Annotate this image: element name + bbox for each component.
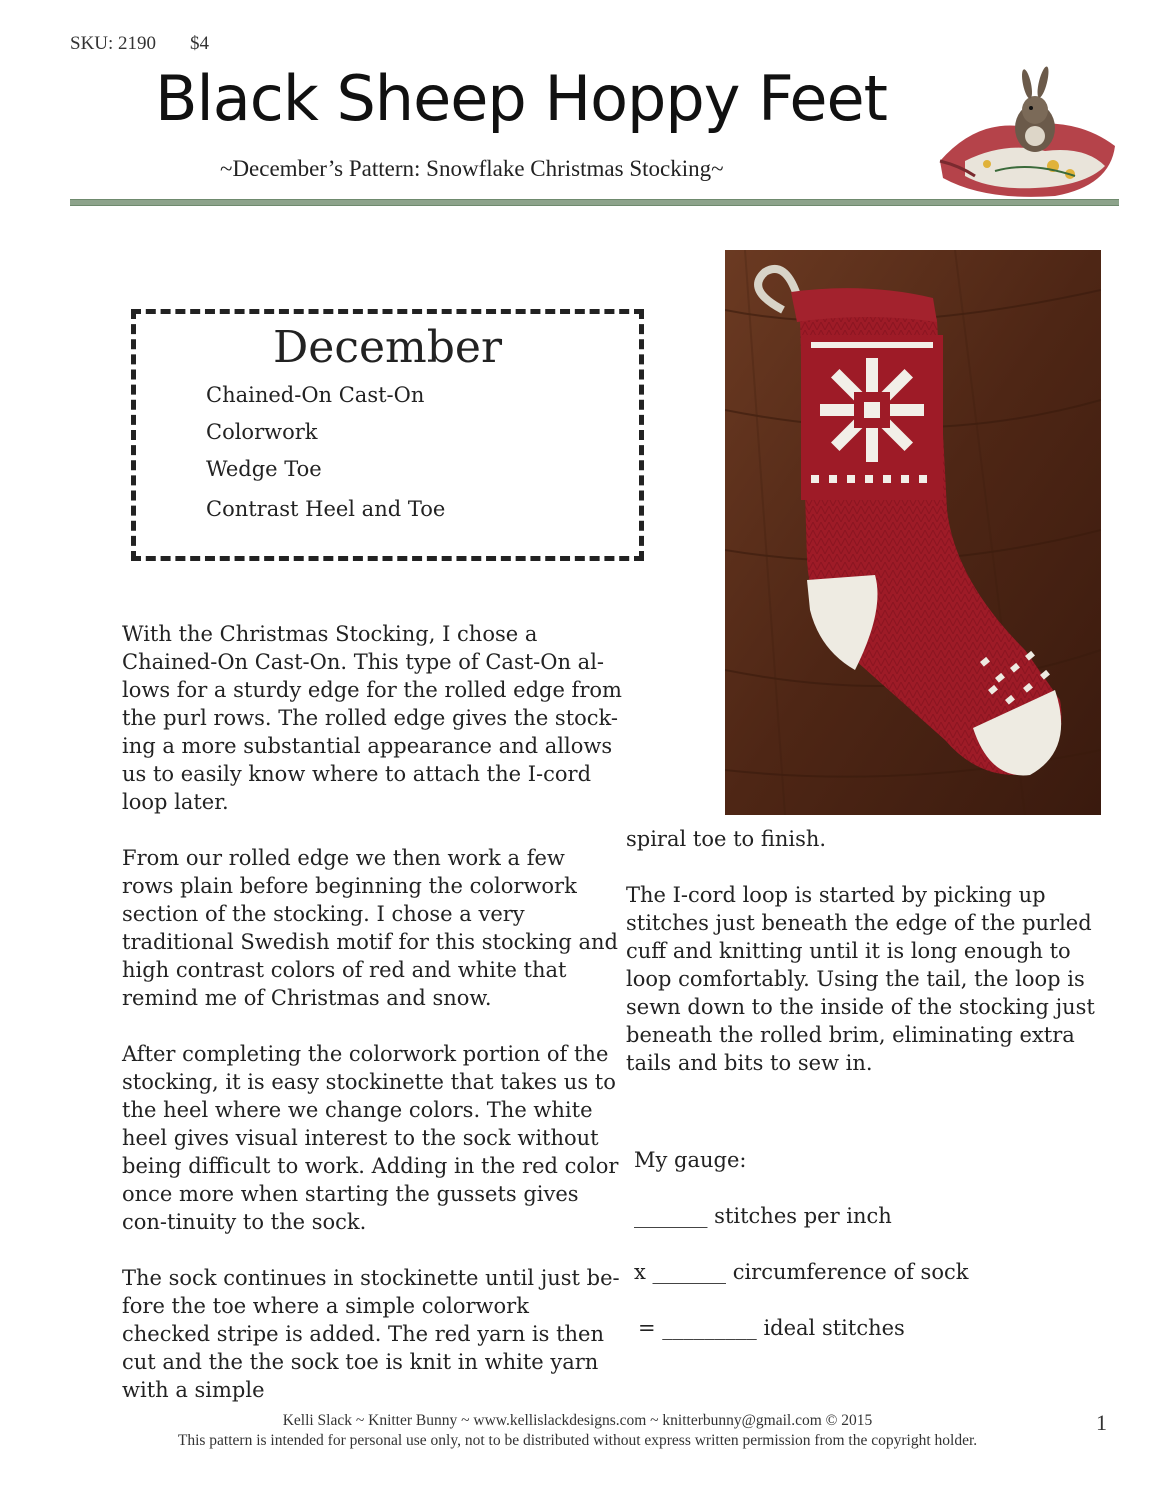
techniques-box	[131, 309, 644, 561]
sku-line	[70, 33, 209, 55]
footer	[0, 1411, 1155, 1451]
technique-item: Colorwork	[206, 420, 318, 444]
gauge-circumference-line: x _______ circumference of sock	[634, 1260, 969, 1284]
gauge-ideal-line: = _________ ideal stitches	[638, 1316, 905, 1340]
bunny-logo-image	[935, 66, 1120, 201]
paragraph: The sock continues in stockinette until just be-fore the toe where a simple colorwork checked stripe is added. The red yarn is then cut and the the sock toe is knit in white yarn with a simple	[122, 1266, 620, 1402]
sku-code: SKU: 2190	[70, 33, 157, 54]
footer-copyright-notice: This pattern is intended for personal use only, not to be distributed without express written permission from the copyright holder.	[177, 1432, 978, 1449]
header-divider	[70, 199, 1119, 206]
gauge-label: My gauge:	[634, 1148, 747, 1172]
page-title: Black Sheep Hoppy Feet	[155, 62, 887, 135]
stocking-photo	[725, 250, 1101, 815]
technique-item: Wedge Toe	[206, 457, 322, 481]
technique-item: Chained-On Cast-On	[206, 383, 425, 407]
techniques-list	[206, 380, 445, 531]
gauge-stitches-line: _______ stitches per inch	[634, 1204, 892, 1228]
footer-credits: Kelli Slack ~ Knitter Bunny ~ www.kellislackdesigns.com ~ knitterbunny@gmail.com © 2015	[282, 1412, 873, 1429]
paragraph: spiral toe to finish.	[626, 827, 827, 851]
technique-item: Contrast Heel and Toe	[206, 497, 446, 521]
body-column-left	[122, 620, 622, 1432]
paragraph: After completing the colorwork portion of the stocking, it is easy stockinette that takes us to the heel where we change colors. The white heel gives visual interest to the sock without being difficult to work. Adding in the red color once more when starting the gussets gives con-tinuity to the sock.	[122, 1042, 619, 1234]
paragraph: With the Christmas Stocking, I chose a Chained-On Cast-On. This type of Cast-On al-lows for a sturdy edge for the rolled edge from the purl rows. The rolled edge gives the stock-ing a more substantial appearance and allows us to easily know where to attach the I-cord loop later.	[122, 622, 622, 814]
body-column-right	[626, 825, 1096, 1105]
techniques-title: December	[273, 322, 502, 373]
page-subtitle: ~December’s Pattern: Snowflake Christmas Stocking~	[220, 156, 724, 181]
page-number: 1	[1096, 1410, 1107, 1435]
paragraph: From our rolled edge we then work a few rows plain before beginning the colorwork section of the stocking. I chose a very traditional Swedish motif for this stocking and high contrast colors of red and white that remind me of Christmas and snow.	[122, 846, 618, 1010]
paragraph: The I-cord loop is started by picking up stitches just beneath the edge of the purled cuff and knitting until it is long enough to loop comfortably. Using the tail, the loop is sewn down to the inside of the stocking just beneath the rolled brim, eliminating extra tails and bits to sew in.	[626, 883, 1095, 1075]
price: $4	[190, 33, 210, 54]
